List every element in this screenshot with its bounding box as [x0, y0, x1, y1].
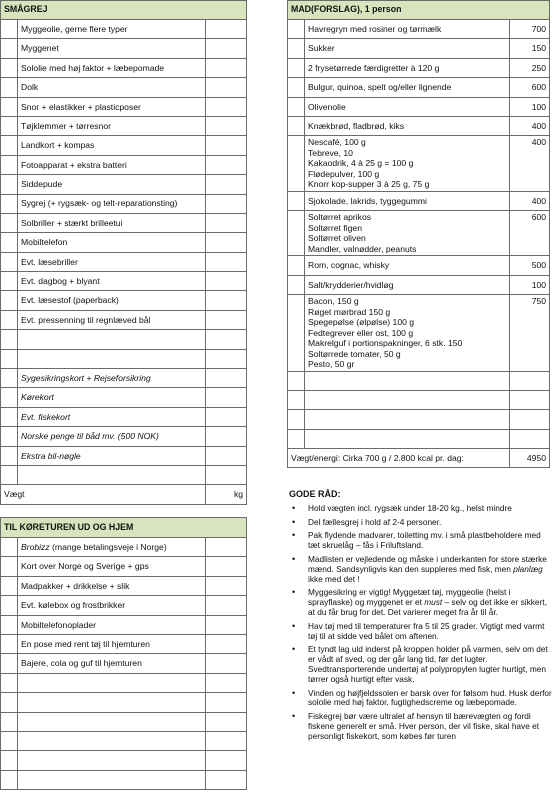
food-item	[305, 371, 510, 390]
weight-label: Vægt	[1, 485, 206, 504]
table-row	[1, 596, 247, 615]
table-row	[288, 371, 550, 390]
item-label: Siddepude	[18, 175, 206, 194]
food-item-line: Sjokolade, lakrids, tyggegummi	[308, 195, 427, 206]
food-item-line: Soltørret aprikos	[308, 212, 372, 223]
food-weight: 700	[510, 20, 550, 39]
table-row	[1, 213, 247, 232]
item-label	[18, 330, 206, 349]
table-row	[1, 349, 247, 368]
advice-item	[287, 531, 555, 551]
food-item	[305, 275, 510, 294]
weight-cell[interactable]	[206, 330, 247, 349]
checkbox-cell[interactable]	[288, 211, 305, 256]
weight-cell[interactable]	[206, 770, 247, 789]
food-item-line: Knækbrød, fladbrød, kiks	[308, 120, 404, 131]
table-row	[1, 557, 247, 576]
checkbox-cell[interactable]	[1, 58, 18, 77]
item-label	[18, 634, 206, 653]
item-label	[18, 557, 206, 576]
weight-cell[interactable]	[206, 465, 247, 484]
item-label: Snor + elastikker + plasticposer	[18, 97, 206, 116]
table-row	[1, 634, 247, 653]
weight-cell[interactable]	[206, 731, 247, 750]
food-item	[305, 390, 510, 409]
weight-cell[interactable]	[206, 369, 247, 388]
weight-cell[interactable]	[206, 654, 247, 673]
food-item-line: Flødepulver, 100 g	[308, 168, 380, 179]
item-label-note: (mange betalingsveje i Norge)	[49, 541, 167, 552]
checkbox-cell[interactable]	[1, 751, 18, 770]
food-item-line: Knorr kop-supper 3 à 25 g, 75 g	[308, 179, 430, 190]
gode-raad-list	[287, 504, 555, 742]
energy-total: 4950	[510, 449, 550, 468]
checkbox-cell[interactable]	[1, 557, 18, 576]
item-label-main: En pose med rent tøj til hjemturen	[21, 638, 150, 649]
food-weight: 600	[510, 78, 550, 97]
table-row	[1, 272, 247, 291]
weight-cell[interactable]	[206, 233, 247, 252]
advice-text: Del fællesgrej i hold af 2-4 personer.	[308, 516, 442, 527]
weight-cell[interactable]	[206, 388, 247, 407]
item-label	[18, 712, 206, 731]
item-label: Kørekort	[18, 388, 206, 407]
item-label	[18, 465, 206, 484]
checkbox-cell[interactable]	[288, 136, 305, 192]
checkbox-cell[interactable]	[1, 116, 18, 135]
checkbox-cell[interactable]	[288, 295, 305, 372]
checkbox-cell[interactable]	[1, 465, 18, 484]
gode-raad-title: GODE RÅD:	[289, 489, 341, 499]
checkbox-cell[interactable]	[1, 673, 18, 692]
table-row	[1, 712, 247, 731]
weight-cell[interactable]	[206, 78, 247, 97]
advice-item	[287, 622, 555, 642]
item-label	[18, 693, 206, 712]
table-row	[1, 291, 247, 310]
advice-item	[287, 689, 555, 709]
checkbox-cell[interactable]	[288, 371, 305, 390]
weight-cell[interactable]	[206, 557, 247, 576]
table-row	[1, 233, 247, 252]
food-item	[305, 58, 510, 77]
food-item-line: Nescafé, 100 g	[308, 137, 366, 148]
mad-title: MAD(FORSLAG), 1 person	[288, 1, 550, 20]
weight-cell[interactable]	[206, 596, 247, 615]
table-row	[288, 20, 550, 39]
table-row	[288, 410, 550, 429]
advice-text: Myggesikring er vigtig! Myggetæt tøj, myggeolie (helst i sprayflaske) og myggenet er et	[308, 587, 511, 608]
checkbox-cell[interactable]	[1, 576, 18, 595]
advice-item	[287, 504, 555, 514]
checkbox-cell[interactable]	[288, 191, 305, 210]
food-item	[305, 39, 510, 58]
weight-cell[interactable]	[206, 427, 247, 446]
item-label-main: Mobiltelefonoplader	[21, 619, 97, 630]
table-row	[1, 770, 247, 789]
advice-item	[287, 518, 555, 528]
food-weight	[510, 429, 550, 448]
table-row	[1, 175, 247, 194]
table-row	[1, 751, 247, 770]
table-row	[288, 390, 550, 409]
koereturen-table	[0, 517, 247, 790]
food-item	[305, 136, 510, 192]
checkbox-cell[interactable]	[1, 39, 18, 58]
advice-text: Madlisten er vejledende og måske i underkanten for store stærke mænd. Sandsynligvis kan den suppleres med fisk, men	[308, 553, 547, 574]
weight-cell[interactable]	[206, 751, 247, 770]
checkbox-cell[interactable]	[1, 427, 18, 446]
advice-text-end: – selv og det ikke er sikkert, at du får brug for det. Det varierer meget fra år til år.	[308, 597, 547, 617]
checkbox-cell[interactable]	[1, 712, 18, 731]
weight-cell[interactable]	[206, 712, 247, 731]
item-label	[18, 731, 206, 750]
food-weight: 250	[510, 58, 550, 77]
checkbox-cell[interactable]	[1, 97, 18, 116]
food-item	[305, 429, 510, 448]
weight-cell[interactable]	[206, 673, 247, 692]
food-item	[305, 97, 510, 116]
table-row	[1, 731, 247, 750]
weight-cell[interactable]	[206, 634, 247, 653]
weight-cell[interactable]	[206, 615, 247, 634]
food-item	[305, 78, 510, 97]
item-label	[18, 673, 206, 692]
table-row	[1, 654, 247, 673]
checkbox-cell[interactable]	[288, 390, 305, 409]
weight-cell[interactable]	[206, 20, 247, 39]
checkbox-cell[interactable]	[1, 194, 18, 213]
checkbox-cell[interactable]	[1, 291, 18, 310]
gode-raad-section	[287, 490, 555, 746]
item-label: Fotoapparat + ekstra batteri	[18, 155, 206, 174]
table-row	[1, 78, 247, 97]
item-label	[18, 654, 206, 673]
checkbox-cell[interactable]	[1, 155, 18, 174]
food-item-line: Soltørrede tomater, 50 g	[308, 348, 401, 359]
food-item-line: Soltørret oliven	[308, 233, 366, 244]
item-label-main: Kort over Norge og Sverige + gps	[21, 561, 149, 572]
checkbox-cell[interactable]	[1, 233, 18, 252]
checkbox-cell[interactable]	[288, 410, 305, 429]
checkbox-cell[interactable]	[1, 175, 18, 194]
weight-cell[interactable]	[206, 116, 247, 135]
checkbox-cell[interactable]	[1, 770, 18, 789]
item-label-main: Madpakker + drikkelse + slik	[21, 580, 130, 591]
checkbox-cell[interactable]	[1, 213, 18, 232]
item-label: Solbriller + stærkt brilleetui	[18, 213, 206, 232]
item-label-main: Bajere, cola og guf til hjemturen	[21, 658, 142, 669]
item-label-main: Evt. kølebox og frostbrikker	[21, 600, 126, 611]
smaagrej-title: SMÅGREJ	[1, 1, 247, 20]
checkbox-cell[interactable]	[288, 78, 305, 97]
item-label: Norske penge til båd mv. (500 NOK)	[18, 427, 206, 446]
food-item-line: Pesto, 50 gr	[308, 359, 355, 370]
advice-text: Hold vægten incl. rygsæk under 18-20 kg., helst mindre	[308, 502, 512, 513]
food-weight: 750	[510, 295, 550, 372]
table-row	[1, 20, 247, 39]
food-item	[305, 295, 510, 372]
table-row	[1, 388, 247, 407]
koereturen-title: TIL KØRETUREN UD OG HJEM	[1, 518, 247, 538]
weight-cell[interactable]	[206, 291, 247, 310]
item-label: Tøjklemmer + tørresnor	[18, 116, 206, 135]
item-label: Myggeolie, gerne flere typer	[18, 20, 206, 39]
smaagrej-header	[1, 1, 247, 20]
energy-footer-row	[288, 449, 550, 468]
mad-header	[288, 1, 550, 20]
checkbox-cell[interactable]	[1, 310, 18, 329]
weight-cell[interactable]	[206, 349, 247, 368]
table-row	[1, 155, 247, 174]
item-label: Sololie med høj faktor + læbepomade	[18, 58, 206, 77]
weight-cell[interactable]	[206, 252, 247, 271]
food-item-line: Spegepølse (ølpølse) 100 g	[308, 317, 415, 328]
food-item-line: Rom, cognac, whisky	[308, 260, 390, 271]
checkbox-cell[interactable]	[1, 136, 18, 155]
table-row	[1, 97, 247, 116]
food-item-line: Salt/krydderier/hvidløg	[308, 279, 394, 290]
checkbox-cell[interactable]	[1, 78, 18, 97]
weight-cell[interactable]	[206, 155, 247, 174]
table-row	[288, 211, 550, 256]
weight-cell[interactable]	[206, 538, 247, 557]
table-row	[1, 693, 247, 712]
item-label-main: Brobizz	[21, 541, 50, 552]
checkbox-cell[interactable]	[1, 388, 18, 407]
food-item	[305, 410, 510, 429]
table-row	[1, 116, 247, 135]
checkbox-cell[interactable]	[288, 39, 305, 58]
food-weight: 100	[510, 275, 550, 294]
food-item-line: 2 frysetørrede færdigretter à 120 g	[308, 62, 440, 73]
food-item-line: Tebreve, 10	[308, 147, 353, 158]
item-label	[18, 751, 206, 770]
food-item-line: Olivenolie	[308, 101, 346, 112]
table-row	[1, 615, 247, 634]
checkbox-cell[interactable]	[288, 20, 305, 39]
checkbox-cell[interactable]	[1, 20, 18, 39]
table-row	[1, 673, 247, 692]
food-weight	[510, 410, 550, 429]
advice-item	[287, 555, 555, 584]
item-label: Evt. læsebriller	[18, 252, 206, 271]
table-row	[1, 136, 247, 155]
table-row	[1, 310, 247, 329]
checkbox-cell[interactable]	[288, 116, 305, 135]
checkbox-cell[interactable]	[288, 275, 305, 294]
item-label: Evt. pressenning til regnlæved bål	[18, 310, 206, 329]
checkbox-cell[interactable]	[1, 654, 18, 673]
weight-footer-row	[1, 485, 247, 504]
weight-cell[interactable]	[206, 213, 247, 232]
table-row	[1, 194, 247, 213]
weight-cell[interactable]	[206, 194, 247, 213]
table-row	[1, 465, 247, 484]
table-row	[288, 136, 550, 192]
advice-emphasis: planlæg	[513, 563, 543, 574]
food-weight: 100	[510, 97, 550, 116]
table-row	[288, 39, 550, 58]
food-item-line: Røget mørbrad 150 g	[308, 306, 391, 317]
checkbox-cell[interactable]	[1, 407, 18, 426]
table-row	[288, 78, 550, 97]
food-weight: 150	[510, 39, 550, 58]
food-item-line: Makrelguf i portionspakninger, 6 stk. 150	[308, 338, 463, 349]
advice-text: Pak flydende madvarer, toiletting mv. i små plastbeholdere med tæt skruelåg – fås i Friluftsland.	[308, 530, 541, 551]
table-row	[1, 427, 247, 446]
checkbox-cell[interactable]	[288, 58, 305, 77]
advice-text: Vinden og højfjeldssolen er barsk over for følsom hud. Husk derfor sololie med høj faktor, fugtighedscreme og læbepomade.	[308, 687, 552, 708]
checkbox-cell[interactable]	[1, 349, 18, 368]
weight-cell[interactable]	[206, 310, 247, 329]
table-row	[288, 97, 550, 116]
item-label	[18, 596, 206, 615]
food-weight: 400	[510, 191, 550, 210]
table-row	[288, 116, 550, 135]
food-item-line: Mandler, valnødder, peanuts	[308, 243, 417, 254]
weight-cell[interactable]	[206, 39, 247, 58]
table-row	[1, 446, 247, 465]
table-row	[288, 275, 550, 294]
checkbox-cell[interactable]	[288, 97, 305, 116]
food-weight: 400	[510, 136, 550, 192]
food-item-line: Kakaodrik, 4 à 25 g = 100 g	[308, 158, 414, 169]
food-weight: 500	[510, 256, 550, 275]
table-row	[288, 58, 550, 77]
checkbox-cell[interactable]	[1, 369, 18, 388]
food-item-line: Soltørret figen	[308, 222, 362, 233]
weight-cell[interactable]	[206, 58, 247, 77]
table-row	[1, 39, 247, 58]
item-label: Evt. fiskekort	[18, 407, 206, 426]
item-label	[18, 770, 206, 789]
item-label: Landkort + kompas	[18, 136, 206, 155]
item-label: Sygesikringskort + Rejseforsikring	[18, 369, 206, 388]
advice-text: Hav tøj med til temperaturer fra 5 til 25 grader. Vigtigt med varmt tøj til at sidde ved bålet om aftenen.	[308, 620, 545, 641]
item-label: Myggenet	[18, 39, 206, 58]
advice-emphasis: must	[424, 597, 443, 608]
food-item-line: Bulgur, quinoa, spelt og/eller lignende	[308, 82, 452, 93]
food-item	[305, 191, 510, 210]
table-row	[288, 429, 550, 448]
table-row	[1, 369, 247, 388]
food-item-line: Sukker	[308, 43, 335, 54]
food-weight	[510, 371, 550, 390]
table-row	[1, 252, 247, 271]
weight-cell[interactable]	[206, 136, 247, 155]
food-weight: 400	[510, 116, 550, 135]
advice-text: Fiskegrej bør være ultralet af hensyn til bærevægten og fordi fiskene generelt er små. Hver person, der vil fiske, skal have et personligt fiskekort, som købes før turen	[308, 711, 540, 741]
table-row	[1, 58, 247, 77]
advice-text-end: ikke med det !	[308, 573, 360, 584]
weight-cell[interactable]	[206, 97, 247, 116]
item-label	[18, 538, 206, 557]
table-row	[288, 295, 550, 372]
weight-cell[interactable]	[206, 576, 247, 595]
table-row	[1, 330, 247, 349]
food-item	[305, 116, 510, 135]
advice-item	[287, 645, 555, 684]
food-weight: 600	[510, 211, 550, 256]
mad-table	[287, 0, 550, 468]
checkbox-cell[interactable]	[1, 693, 18, 712]
food-item-line: Havregryn med rosiner og tørmælk	[308, 23, 442, 34]
weight-cell[interactable]	[206, 407, 247, 426]
food-item	[305, 256, 510, 275]
table-row	[1, 407, 247, 426]
item-label: Sygrej (+ rygsæk- og telt-reparationsting)	[18, 194, 206, 213]
weight-cell[interactable]	[206, 272, 247, 291]
item-label: Evt. læsestof (paperback)	[18, 291, 206, 310]
weight-cell[interactable]	[206, 693, 247, 712]
advice-item	[287, 588, 555, 617]
weight-unit: kg	[206, 485, 247, 504]
checkbox-cell[interactable]	[1, 330, 18, 349]
weight-cell[interactable]	[206, 175, 247, 194]
food-item	[305, 20, 510, 39]
item-label: Ekstra bil-nøgle	[18, 446, 206, 465]
table-row	[288, 191, 550, 210]
koereturen-header	[1, 518, 247, 538]
table-row	[1, 576, 247, 595]
checkbox-cell[interactable]	[1, 272, 18, 291]
food-item-line: Bacon, 150 g	[308, 296, 359, 307]
smaagrej-table	[0, 0, 247, 505]
item-label	[18, 576, 206, 595]
advice-text: Et tyndt lag uld inderst på kroppen holder på varmen, selv om det er vådt af sved, og der går lang tid, før det lugter. Svedtransporterende undertøj af polypropylen lugter hurtigt, men tørrer også hurtigt efter vask.	[308, 644, 548, 684]
checkbox-cell[interactable]	[288, 429, 305, 448]
checkbox-cell[interactable]	[1, 252, 18, 271]
checkbox-cell[interactable]	[1, 634, 18, 653]
food-item	[305, 211, 510, 256]
checkbox-cell[interactable]	[288, 256, 305, 275]
checkbox-cell[interactable]	[1, 446, 18, 465]
checkbox-cell[interactable]	[1, 596, 18, 615]
item-label: Dolk	[18, 78, 206, 97]
checkbox-cell[interactable]	[1, 731, 18, 750]
energy-label: Vægt/energi: Cirka 700 g / 2.800 kcal pr. dag:	[288, 449, 510, 468]
item-label	[18, 615, 206, 634]
item-label: Evt. dagbog + blyant	[18, 272, 206, 291]
food-item-line: Fedtegrever eller ost, 100 g	[308, 327, 414, 338]
item-label: Mobiltelefon	[18, 233, 206, 252]
advice-item	[287, 712, 555, 741]
table-row	[288, 256, 550, 275]
item-label	[18, 349, 206, 368]
checkbox-cell[interactable]	[1, 615, 18, 634]
table-row	[1, 538, 247, 557]
checkbox-cell[interactable]	[1, 538, 18, 557]
weight-cell[interactable]	[206, 446, 247, 465]
food-weight	[510, 390, 550, 409]
